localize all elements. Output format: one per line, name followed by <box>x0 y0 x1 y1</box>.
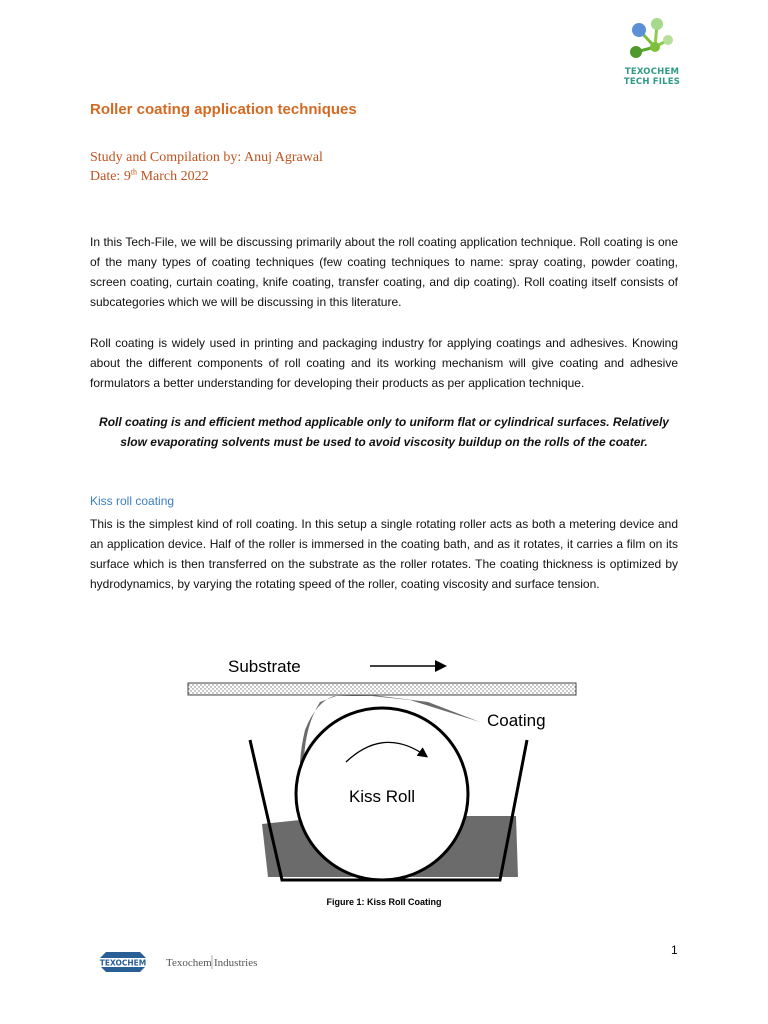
substrate-strip <box>188 683 576 695</box>
usage-paragraph: Roll coating is widely used in printing and packaging industry for applying coatings and adhesives. Knowing about the different components of roll coating and its working mechanism will give coating and adhesive formulators a better understanding for developing their products as per application technique. <box>90 336 678 390</box>
highlight-quote: Roll coating is and efficient method applicable only to uniform flat or cylindrical surfaces. Relatively slow evaporating solvents must be used to avoid viscosity buildup on the rolls of the coater. <box>99 415 669 449</box>
section-heading-kiss-roll: Kiss roll coating <box>90 494 175 508</box>
document-title: Roller coating application techniques <box>90 101 357 118</box>
kiss-roll-paragraph: This is the simplest kind of roll coating. In this setup a single rotating roller acts as both a metering device and an application device. Half of the roller is immersed in the coating bath, and as it rotates, it carries a film on its surface which is then transferred on the substrate as the roller rotates. The coating thickness is optimized by hydrodynamics, by varying the rotating speed of the roller, coating viscosity and surface tension. <box>90 517 678 591</box>
kiss-roll-label: Kiss Roll <box>348 787 416 806</box>
texochem-logo-icon <box>94 949 274 975</box>
date-suffix: March 2022 <box>137 169 209 184</box>
company-name-texochem: Texochem <box>166 957 212 969</box>
kiss-roll-diagram <box>0 640 768 900</box>
date-superscript: th <box>130 167 138 177</box>
texochem-tech-files-logo <box>612 14 692 90</box>
coating-label: Coating <box>487 711 546 730</box>
logo-line-1: TEXOCHEM <box>624 67 680 77</box>
molecule-icon <box>612 14 692 66</box>
date-line <box>90 169 209 185</box>
footer-logo-text: TEXOCHEM <box>99 958 147 968</box>
intro-paragraph: In this Tech-File, we will be discussing primarily about the roll coating application technique. Roll coating is one of the many types of coating techniques (few coating techniques to name: spray coating, powder coating, screen coating, curtain coating, knife coating, transfer coating, and dip coating). Roll coating itself consists of subcategories which we will be discussing in this literature. <box>90 235 678 309</box>
company-footer-logo <box>94 949 274 975</box>
page-number: 1 <box>671 943 678 957</box>
company-name-industries: Industries <box>214 957 258 969</box>
figure-caption: Figure 1: Kiss Roll Coating <box>326 897 442 907</box>
substrate-label: Substrate <box>228 657 301 676</box>
date-prefix: Date: 9 <box>90 169 131 184</box>
byline: Study and Compilation by: Anuj Agrawal <box>90 150 323 165</box>
logo-line-2: TECH FILES <box>623 77 681 87</box>
